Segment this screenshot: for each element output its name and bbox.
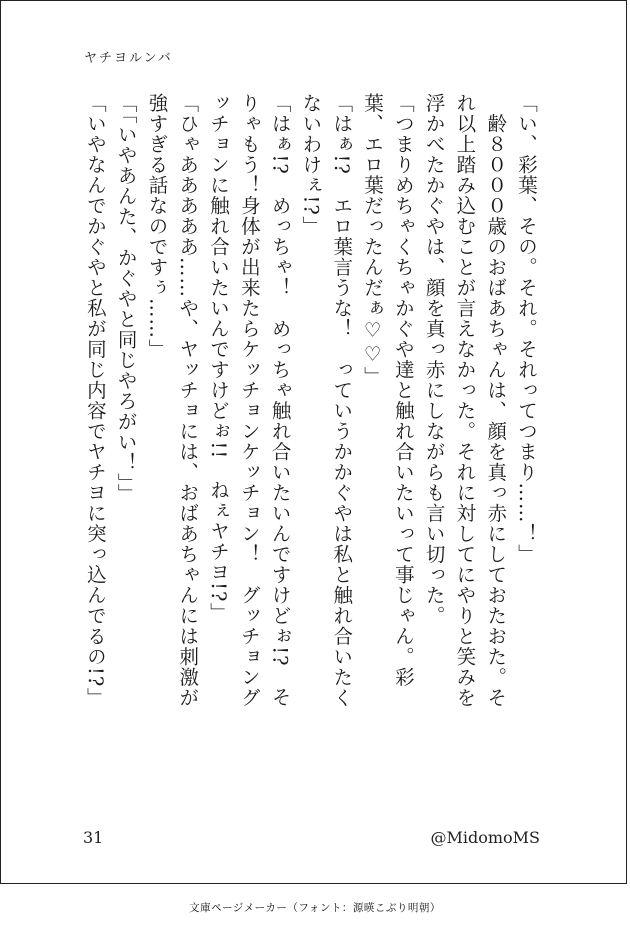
paragraph: 「いやなんでかぐやと私が同じ内容でヤチヨに突っ込んでるの!?」 — [83, 93, 107, 708]
paragraph: 「はぁ!? めっちゃ！ めっちゃ触れ合いたいんですけどぉ!? そりゃもう！身体が出来たらケッチョンケッチョン！ グッチョングッチョンに触れ合いたいんですけどぉ!! ねぇヤチヨ!?」 — [207, 93, 292, 708]
footer-caption: 文庫ページメーカー（フォント：源暎こぶり明朝） — [189, 902, 441, 914]
author-handle: @MidomoMS — [430, 828, 540, 847]
paragraph: 齢８０００歳のおばあちゃんは、顔を真っ赤にしておたおた。それ以上踏み込むことが言えなかった。それに対してにやりと笑みを浮かべたかぐやは、顔を真っ赤にしながらも言い切った。 — [422, 93, 508, 708]
paragraph: 「つまりめちゃくちゃかぐや達と触れ合いたいって事じゃん。彩葉、エロ葉だったんだぁ♡♡」 — [361, 93, 415, 688]
paragraph: 「ひゃあああああ……や、ヤッチョには、おばあちゃんには刺激が強すぎる話なのですぅ……」 — [145, 93, 200, 708]
page-number: 31 — [83, 828, 104, 847]
paragraph: 「い、彩葉、その。それ。それってつまり……！」 — [515, 93, 538, 565]
running-title: ヤチヨルンバ — [84, 51, 173, 66]
paragraph: 「はぁ!? エロ葉言うな！ っていうかかぐやは私と触れ合いたくないわけぇ!?」 — [299, 93, 354, 708]
paragraph: 「「いやあんた、かぐやと同じやろがい！」」 — [114, 93, 138, 504]
body-text — [79, 93, 541, 713]
